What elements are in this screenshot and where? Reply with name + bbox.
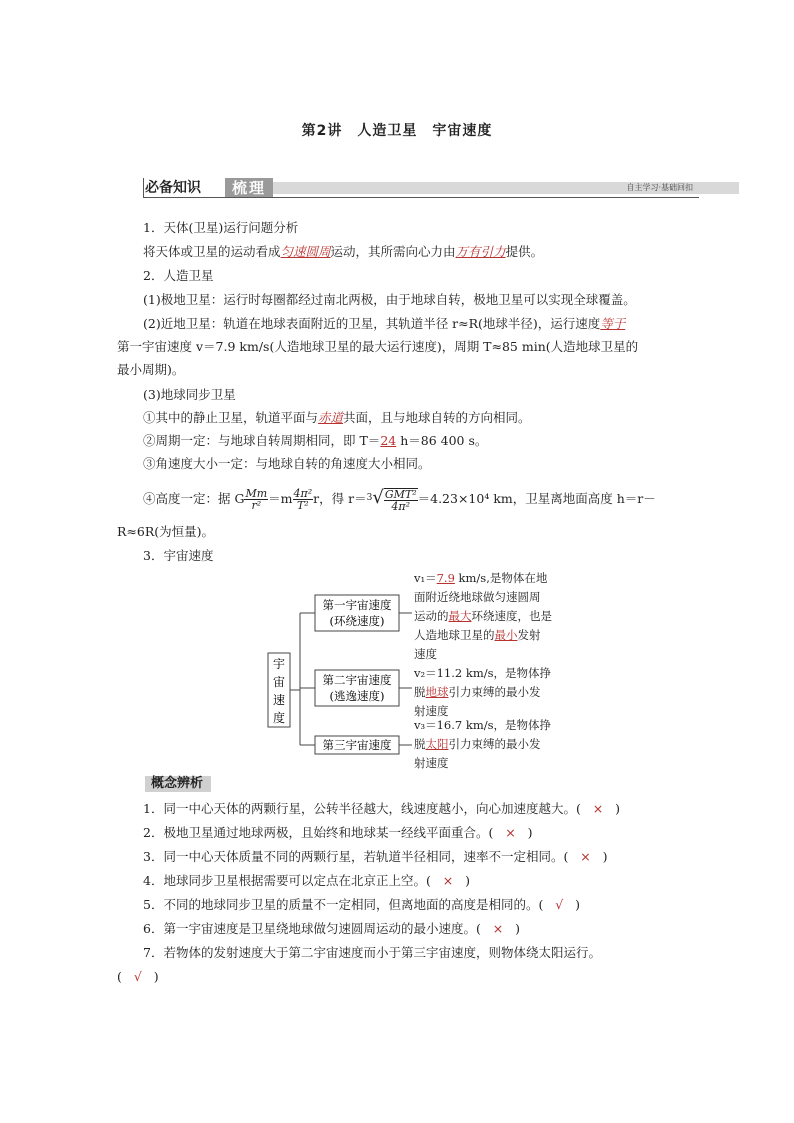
sec1-text-b: 运动，其所需向心力由 bbox=[330, 244, 456, 259]
first-velocity-name: 第一宇宙速度 bbox=[322, 598, 392, 612]
geo4-eq: ＝m bbox=[268, 491, 293, 506]
item1-close: ) bbox=[615, 801, 621, 816]
item6-text: 6．第一宇宙速度是卫星绕地球做匀速圆周运动的最小速度。( bbox=[143, 921, 481, 936]
geo4-a: ④高度一定：据 G bbox=[143, 491, 245, 506]
d1-line3 bbox=[414, 607, 552, 626]
band-label-shuli: 梳理 bbox=[225, 178, 273, 198]
d1-l3-a: 运动的 bbox=[414, 609, 449, 623]
root-char-2: 宙 bbox=[272, 675, 286, 689]
concept-item-1 bbox=[143, 801, 620, 817]
concept-item-2 bbox=[143, 825, 533, 841]
d2-line1: v₂＝11.2 km/s，是物体挣 bbox=[414, 666, 552, 680]
third-velocity-name: 第三宇宙速度 bbox=[322, 738, 392, 752]
d1-line2: 面附近绕地球做匀速圆周 bbox=[414, 590, 541, 604]
sec2-near-keyword: 等于 bbox=[600, 316, 626, 331]
item1-answer: × bbox=[592, 801, 604, 816]
d1-line5: 速度 bbox=[414, 647, 437, 661]
frac1-num: Mm bbox=[245, 487, 268, 500]
sec1-heading: 1．天体(卫星)运行问题分析 bbox=[143, 220, 299, 235]
item5-text: 5．不同的地球同步卫星的质量不一定相同，但离地面的高度是相同的。( bbox=[143, 897, 544, 912]
item5-answer: √ bbox=[555, 897, 564, 912]
item3-text: 3．同一中心天体质量不同的两颗行星，若轨道半径相同，速率不一定相同。( bbox=[143, 849, 569, 864]
d3-l2-a: 脱 bbox=[414, 737, 426, 751]
root-char-1: 宇 bbox=[272, 657, 286, 671]
item7-text: 7．若物体的发射速度大于第二宇宙速度而小于第三宇宙速度，则物体绕太阳运行。 bbox=[143, 945, 601, 960]
third-velocity-desc bbox=[414, 716, 551, 773]
second-velocity-desc bbox=[414, 664, 551, 721]
d3-l2-kw: 太阳 bbox=[425, 737, 449, 751]
sec2-near-a: (2)近地卫星：轨道在地球表面附近的卫星，其轨道半径 r≈R(地球半径)，运行速度 bbox=[143, 316, 601, 331]
item2-text: 2．极地卫星通过地球两极，且始终和地球某一经线平面重合。( bbox=[143, 825, 494, 840]
sec2-geo1-b: 共面，且与地球自转的方向相同。 bbox=[343, 410, 531, 425]
geo4-b: r，得 r＝ bbox=[313, 491, 367, 506]
concept-item-3 bbox=[143, 849, 608, 865]
d3-l2-b: 引力束缚的最小发 bbox=[448, 737, 541, 751]
d3-line1: v₃＝16.7 km/s，是物体挣 bbox=[414, 718, 552, 732]
d1-l4-a: 人造地球卫星的 bbox=[414, 628, 495, 642]
frac3-num: GMT² bbox=[384, 487, 417, 501]
concept-item-7-answer-line bbox=[117, 969, 159, 985]
geo4-c: ＝4.23×10⁴ km，卫星离地面高度 h＝r－ bbox=[417, 491, 656, 506]
d1-l4-kw: 最小 bbox=[494, 628, 518, 642]
item6-answer: × bbox=[492, 921, 504, 936]
concept-item-4 bbox=[143, 873, 470, 889]
item6-close: ) bbox=[515, 921, 521, 936]
concept-label: 概念辨析 bbox=[151, 776, 204, 791]
sec1-keyword-gravitation: 万有引力 bbox=[455, 244, 506, 259]
item5-close: ) bbox=[575, 897, 581, 912]
concept-item-6 bbox=[143, 921, 520, 937]
d2-line3: 射速度 bbox=[414, 704, 449, 718]
page-title: 第2讲 人造卫星 宇宙速度 bbox=[301, 123, 493, 139]
d3-line3: 射速度 bbox=[414, 756, 449, 770]
item4-text: 4．地球同步卫星根据需要可以定点在北京正上空。( bbox=[143, 873, 431, 888]
item2-close: ) bbox=[527, 825, 533, 840]
first-velocity-sub: (环绕速度) bbox=[329, 614, 385, 628]
sec2-near-line2: 第一宇宙速度 v＝7.9 km/s(人造地球卫星的最大运行速度)，周期 T≈85 min(人造地球卫星的 bbox=[117, 339, 639, 354]
d1-l1-a: v₁＝ bbox=[414, 571, 437, 585]
concept-item-7 bbox=[143, 945, 601, 961]
sec2-geo1-a: ①其中的静止卫星，轨道平面与 bbox=[143, 410, 319, 425]
item4-answer: × bbox=[442, 873, 454, 888]
root-sign-icon: √ bbox=[372, 487, 384, 508]
item3-close: ) bbox=[602, 849, 608, 864]
root-char-4: 度 bbox=[272, 711, 286, 725]
frac3-den: 4π² bbox=[391, 499, 411, 513]
second-velocity-sub: (逃逸速度) bbox=[329, 689, 385, 703]
d1-l3-b: 环绕速度，也是 bbox=[471, 609, 552, 623]
d2-l2-kw: 地球 bbox=[425, 685, 449, 699]
sec2-geo2-keyword: 24 bbox=[380, 433, 397, 448]
sec1-keyword-uniform-circular: 匀速圆周 bbox=[280, 244, 331, 259]
band-label-bibei: 必备知识 bbox=[145, 180, 201, 196]
sec2-geo-heading: (3)地球同步卫星 bbox=[143, 387, 236, 402]
sec2-geo3: ③角速度大小一定：与地球自转的角速度大小相同。 bbox=[143, 456, 431, 471]
frac2-num: 4π² bbox=[293, 487, 313, 500]
d2-l2-a: 脱 bbox=[414, 685, 426, 699]
d1-l3-kw: 最大 bbox=[448, 609, 472, 623]
sec2-near-line3: 最小周期)。 bbox=[117, 362, 185, 377]
frac2-den: T² bbox=[296, 499, 309, 512]
item4-close: ) bbox=[465, 873, 471, 888]
sec2-heading: 2．人造卫星 bbox=[143, 268, 214, 283]
item1-text: 1．同一中心天体的两颗行星，公转半径越大，线速度越小，向心加速度越大。( bbox=[143, 801, 581, 816]
d2-l2-b: 引力束缚的最小发 bbox=[448, 685, 541, 699]
band-tag: 自主学习·基础回扣 bbox=[626, 183, 693, 192]
sec2-geo1-keyword: 赤道 bbox=[318, 410, 344, 425]
sec1-text-c: 提供。 bbox=[505, 244, 544, 259]
sec2-geo4-line2: R≈6R(为恒量)。 bbox=[117, 524, 215, 539]
d3-line2 bbox=[414, 735, 551, 754]
sec2-geo2-a: ②周期一定：与地球自转周期相同，即 T＝ bbox=[143, 433, 381, 448]
d1-l4-b: 发射 bbox=[517, 628, 541, 642]
concept-item-5 bbox=[143, 897, 580, 913]
second-velocity-name: 第二宇宙速度 bbox=[322, 673, 392, 687]
item7-open: ( bbox=[117, 969, 122, 984]
sec1-text-a: 将天体或卫星的运动看成 bbox=[143, 244, 281, 259]
d1-l1-kw: 7.9 bbox=[436, 571, 455, 585]
root-char-3: 速 bbox=[272, 693, 286, 707]
frac1-den: r² bbox=[251, 499, 262, 512]
d1-l1-b: km/s,是物体在地 bbox=[454, 571, 548, 585]
d1-line4 bbox=[414, 626, 552, 645]
sec2-geo2-b: h＝86 400 s。 bbox=[396, 433, 488, 448]
cube-root-sign: 3 bbox=[366, 493, 373, 503]
item7-answer: √ bbox=[133, 969, 142, 984]
item2-answer: × bbox=[505, 825, 516, 840]
sec2-polar: (1)极地卫星：运行时每圈都经过南北两极，由于地球自转，极地卫星可以实现全球覆盖。 bbox=[143, 292, 636, 307]
d1-line1 bbox=[414, 569, 552, 588]
sec3-heading: 3．宇宙速度 bbox=[143, 548, 214, 563]
first-velocity-desc bbox=[414, 569, 552, 664]
d2-line2 bbox=[414, 683, 551, 702]
item3-answer: × bbox=[580, 849, 591, 864]
item7-close: ) bbox=[153, 969, 159, 984]
